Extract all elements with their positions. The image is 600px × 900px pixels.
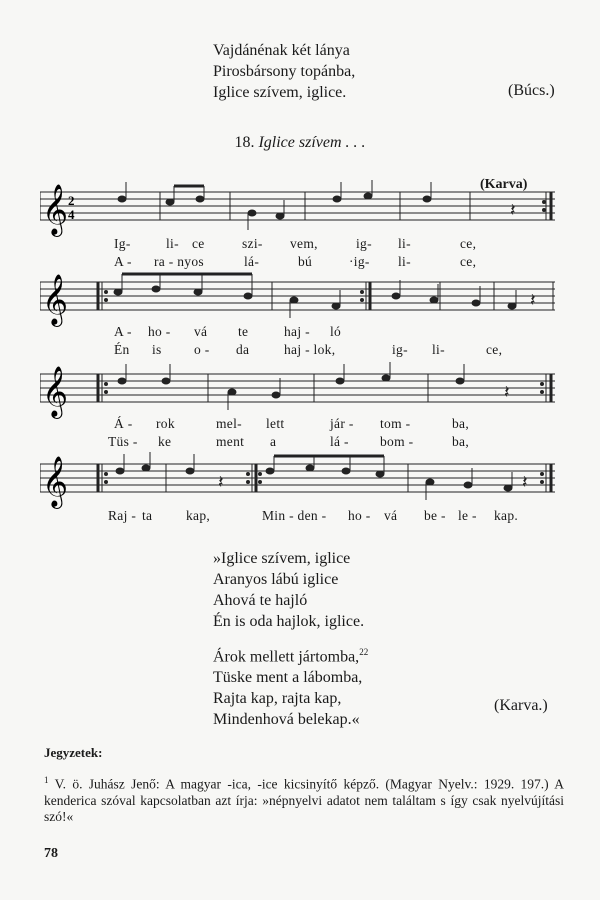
syllable: li- [398,254,411,269]
syllable: bú [298,254,313,269]
svg-text:4: 4 [68,207,75,222]
footnote [44,772,564,825]
syllable: A - [114,254,132,269]
syllable: kap. [494,508,519,523]
syllable: li- [166,236,179,251]
syllable: ke [158,434,172,449]
rest: 𝄽 [510,200,516,220]
syllable: szi- [242,236,263,251]
svg-text:𝄞: 𝄞 [42,456,69,507]
treble-clef: 𝄞 [42,184,69,235]
syllable: ig- [356,236,372,251]
syllable: le - [458,508,477,523]
poem-stanza-1 [213,548,364,632]
syllable: Tüs - [108,434,138,449]
syllable: Raj - [108,508,137,523]
music-staff-2 [40,268,560,328]
lyrics-line-2 [0,324,600,364]
syllable: vá [194,324,208,339]
verse-line: Iglice szívem, iglice. [213,84,347,101]
syllable: Min - den - [262,508,327,523]
poem-line: Ahová te hajló [213,592,308,609]
syllable: ig- [392,342,408,357]
footnote-mark: 1 [44,775,49,785]
poem-line: Tüske ment a lábomba, [213,669,363,687]
song-title [0,134,600,152]
note [364,193,372,199]
poem-line: Rajta kap, rajta kap, [213,690,342,708]
svg-text:𝄽: 𝄽 [218,472,224,492]
footnote-ref: 22 [359,647,369,657]
syllable: ba, [452,434,470,449]
notes-heading: Jegyzetek: [44,745,103,760]
syllable: li- [398,236,411,251]
syllable: ce, [460,254,477,269]
syllable: ·ig- [349,254,370,269]
syllable: A - [114,324,132,339]
syllable: rok [156,416,175,431]
syllable: lett [266,416,285,431]
syllable: ló [330,324,342,339]
verse-line: Pirosbársony topánba, [213,63,356,80]
syllable: vá [384,508,398,523]
music-staff-3 [40,360,560,420]
syllable: da [236,342,250,357]
syllable: ho - [148,324,171,339]
note [276,213,284,219]
song-name: Iglice szívem . . . [258,134,366,151]
note [333,196,341,202]
svg-text:𝄞: 𝄞 [42,274,69,325]
poem-line: Én is oda hajlok, iglice. [213,613,365,630]
note [166,199,174,205]
poem-line: Mindenhová belekap.« [213,711,360,729]
syllable: o - [194,342,210,357]
poem-line: »Iglice szívem, iglice [213,550,351,567]
source-label: (Búcs.) [508,82,555,99]
note [118,196,126,202]
top-verse [213,40,355,103]
syllable: ra - nyos [154,254,204,269]
page-number: 78 [44,846,58,861]
syllable: a [270,434,277,449]
syllable: lá - [330,434,349,449]
svg-text:𝄞: 𝄞 [42,366,69,417]
syllable: kap, [186,508,211,523]
syllable: haj - lok, [284,342,336,357]
poem-line: Árok mellett jártomba, [213,648,360,666]
source-label-2: (Karva.) [494,697,548,714]
time-signature: 2 [68,193,75,208]
syllable: li- [432,342,445,357]
syllable: lá- [244,254,260,269]
syllable: tom - [380,416,411,431]
song-number: 18. [234,134,255,151]
syllable: ment [216,434,245,449]
syllable: mel- [216,416,242,431]
syllable: is [152,342,162,357]
syllable: te [238,324,249,339]
note [423,196,431,202]
poem-stanza-2 [213,642,368,730]
note [248,210,256,216]
syllable: ba, [452,416,470,431]
syllable: ce, [460,236,477,251]
lyrics-line-4 [0,508,600,528]
music-staff-4 [40,450,560,510]
footnote-text: V. ö. Juhász Jenő: A magyar -ica, -ice kicsinyítő képző. (Magyar Nyelv.: 1929. 197.) A kenderica szóval kapcsolatban azt írja: »népnyelvi adatot nem találtam s így csak nyelvújítási szó!« [44,776,564,824]
syllable: jár - [330,416,354,431]
syllable: vem, [290,236,318,251]
syllable: ce, [486,342,503,357]
syllable: haj - [284,324,310,339]
syllable: ta [142,508,153,523]
source-label-karva: (Karva) [480,177,528,192]
syllable: Ig- [114,236,131,251]
syllable: bom - [380,434,414,449]
syllable: Á - [114,416,133,431]
note [196,196,204,202]
verse-line: Vajdánénak két lánya [213,42,350,59]
svg-text:𝄽: 𝄽 [504,382,510,402]
syllable: be - [424,508,446,523]
syllable: ce [192,236,205,251]
syllable: Én [114,342,130,357]
svg-text:𝄽: 𝄽 [530,290,536,310]
svg-text:𝄽: 𝄽 [522,472,528,492]
music-staff-1 [40,178,560,238]
poem-line: Aranyos lábú iglice [213,571,339,588]
syllable: ho - [348,508,371,523]
